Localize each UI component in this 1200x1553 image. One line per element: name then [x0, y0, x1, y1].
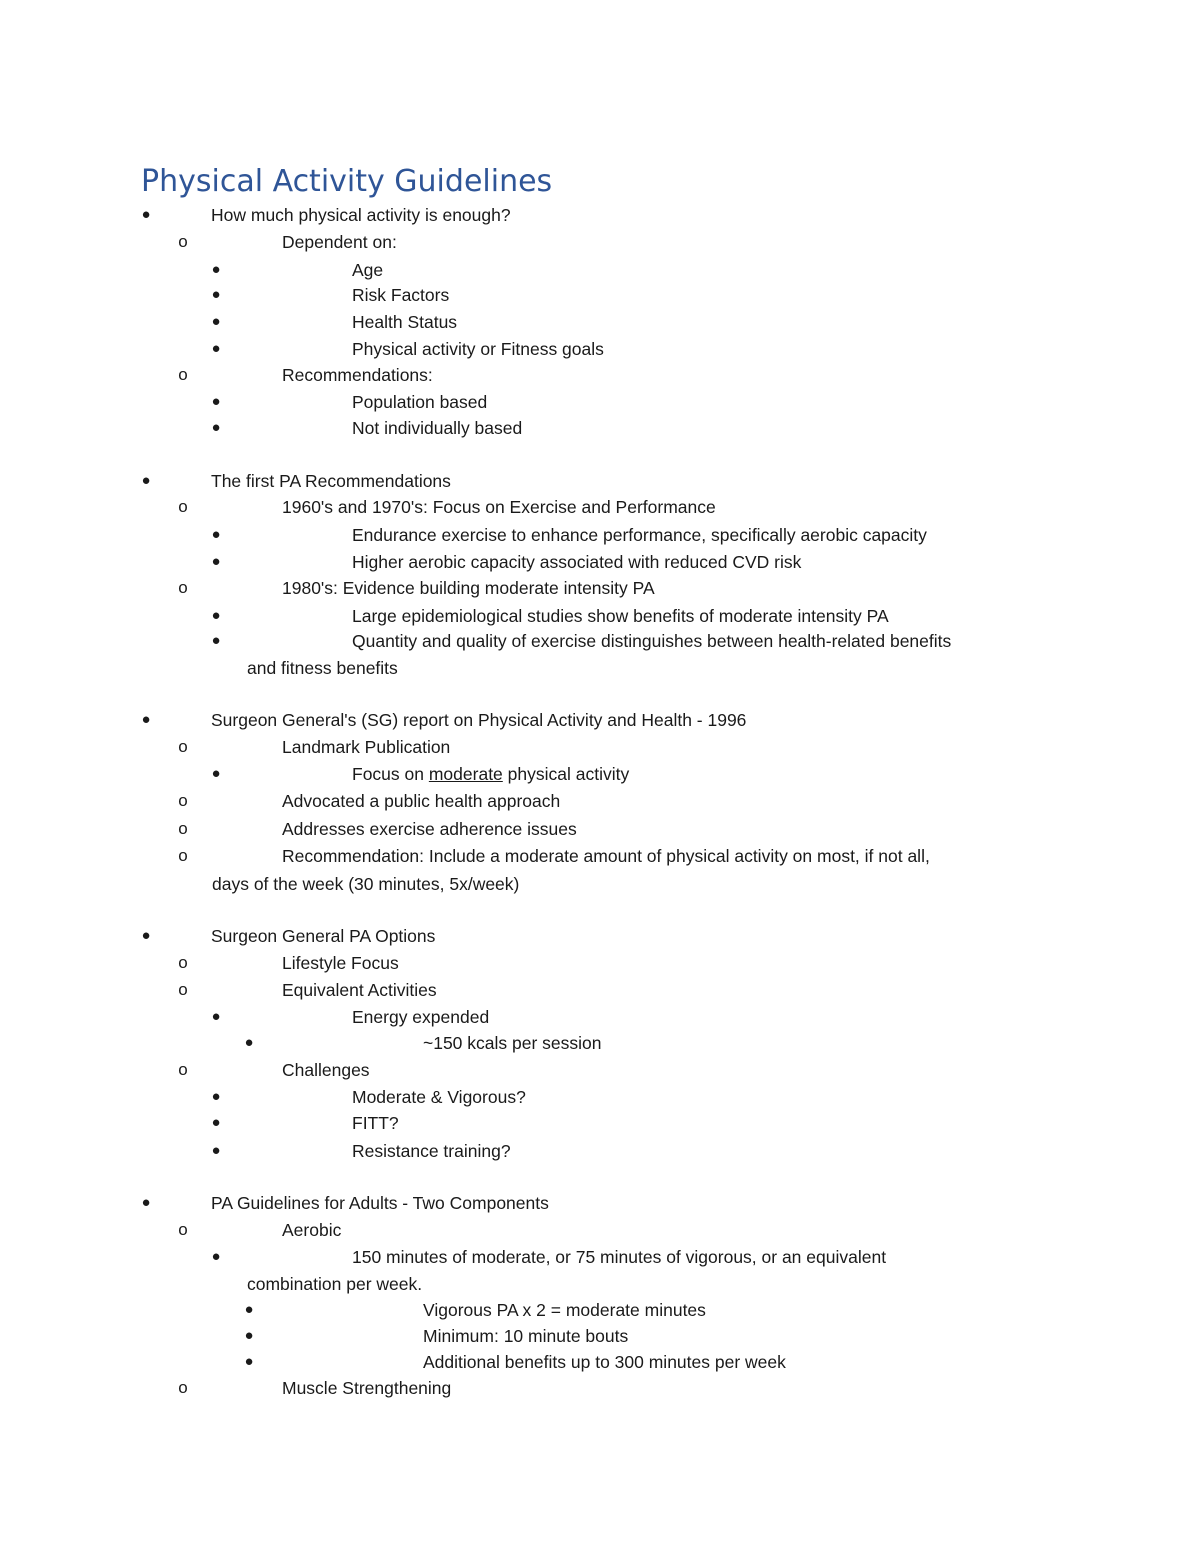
- emphasis-underline: moderate: [428, 764, 503, 784]
- outline-list: ● How much physical activity is enough? o Dependent on: ● Age ● Risk Factors ● Health Status ● Physical activity or Fitness goals o Recommendations: ● Population based ● Not individually based ● The first PA Recommendations o 1960's and 1970's: Focus on Exercise and Performance ● Endurance exercise to enhance performance, specifically aerobic capacity ● Higher aerobic capacity associated with reduced CVD risk o 1980's: Evidence building moderate intensity PA ● Large epidemiological studies show benefits of moderate intensity PA ● Quantity and quality of exercise distinguishes between health-related benefits and fitness benefits ● Surgeon General's (SG) report on Physical Activity and Health - 1996 o Landmark Publication ● Focus on moderate physical activity o Advocated a public health approach o Addresses exercise adherence issues o Recommendation: Include a moderate amount of physical activity on most, if not all, days of the week (30 minutes, 5x/week) ● Surgeon General PA Options o Lifestyle Focus o Equivalent Activities ● Energy expended ● ~150 kcals per session o Challenges ● Moderate & Vigorous? ● FITT? ● Resistance training? ● PA Guidelines for Adults - Two Components o Aerobic ● 150 minutes of moderate, or 75 minutes of vigorous, or an equivalent combination per week. ● Vigorous PA x 2 = moderate minutes ● Minimum: 10 minute bouts ● Additional benefits up to 300 minutes per week o Muscle Strengthening: [0, 0, 1200, 1553]
- bullet-disc-icon: ●: [244, 1353, 254, 1370]
- bullet-disc-icon: ●: [211, 765, 221, 782]
- bullet-circle-icon: o: [178, 953, 188, 972]
- bullet-disc-icon: ●: [211, 340, 221, 357]
- bullet-disc-icon: ●: [211, 632, 221, 649]
- bullet-circle-icon: o: [178, 232, 188, 251]
- bullet-disc-icon: ●: [211, 393, 221, 410]
- bullet-circle-icon: o: [178, 980, 188, 999]
- bullet-disc-icon: ●: [211, 419, 221, 436]
- bullet-circle-icon: o: [178, 1060, 188, 1079]
- bullet-circle-icon: o: [178, 791, 188, 810]
- bullet-disc-icon: ●: [211, 313, 221, 330]
- bullet-disc-icon: ●: [244, 1327, 254, 1344]
- bullet-circle-icon: o: [178, 819, 188, 838]
- bullet-disc-icon: ●: [211, 1088, 221, 1105]
- bullet-circle-icon: o: [178, 737, 188, 756]
- bullet-disc-icon: ●: [211, 526, 221, 543]
- bullet-disc-icon: ●: [141, 472, 151, 489]
- page-title: Physical Activity Guidelines: [141, 164, 553, 199]
- bullet-disc-icon: ●: [244, 1301, 254, 1318]
- bullet-disc-icon: ●: [211, 286, 221, 303]
- bullet-disc-icon: ●: [141, 206, 151, 223]
- bullet-disc-icon: ●: [141, 1194, 151, 1211]
- bullet-disc-icon: ●: [244, 1034, 254, 1051]
- bullet-disc-icon: ●: [211, 553, 221, 570]
- bullet-disc-icon: ●: [211, 261, 221, 278]
- bullet-circle-icon: o: [178, 578, 188, 597]
- bullet-disc-icon: ●: [141, 927, 151, 944]
- bullet-circle-icon: o: [178, 1220, 188, 1239]
- bullet-disc-icon: ●: [211, 1248, 221, 1265]
- bullet-circle-icon: o: [178, 497, 188, 516]
- bullet-circle-icon: o: [178, 846, 188, 865]
- bullet-disc-icon: ●: [211, 607, 221, 624]
- bullet-disc-icon: ●: [211, 1114, 221, 1131]
- bullet-disc-icon: ●: [141, 711, 151, 728]
- bullet-disc-icon: ●: [211, 1142, 221, 1159]
- bullet-disc-icon: ●: [211, 1008, 221, 1025]
- bullet-circle-icon: o: [178, 1378, 188, 1397]
- bullet-circle-icon: o: [178, 365, 188, 384]
